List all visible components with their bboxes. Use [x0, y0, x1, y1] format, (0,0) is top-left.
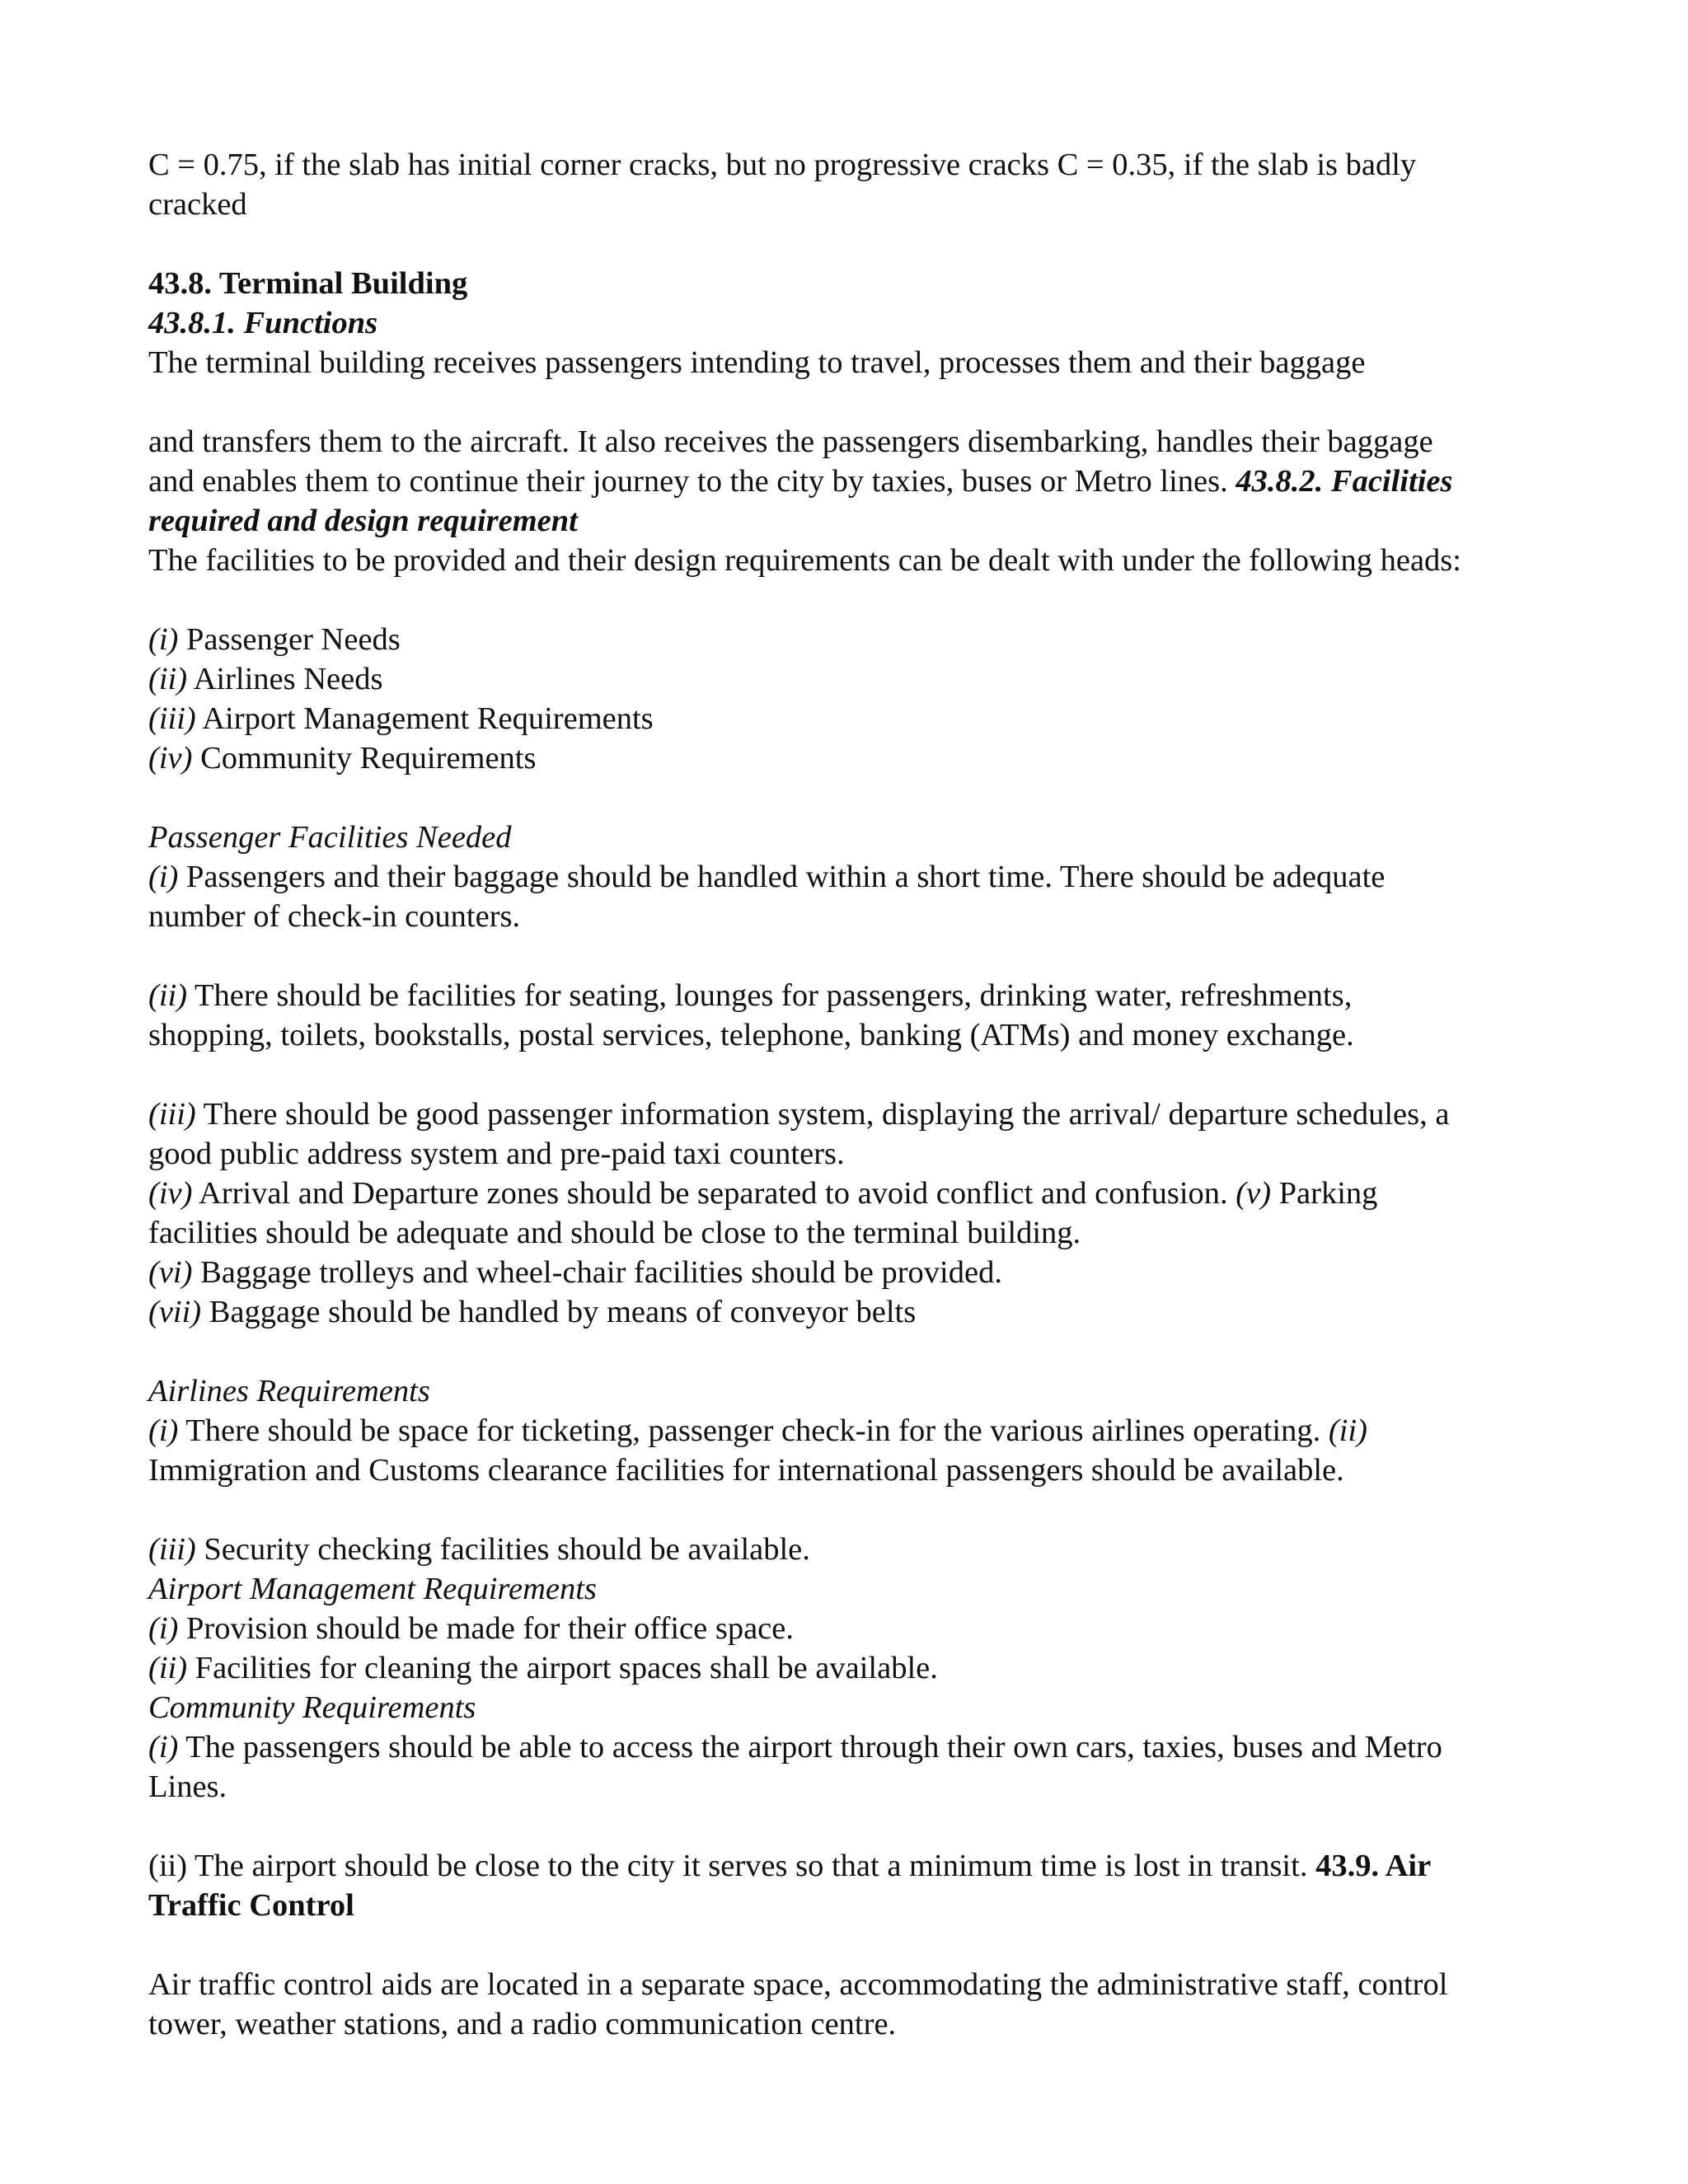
subsection-heading-facilities-cont: required and design requirement	[148, 504, 578, 538]
subsection-heading-functions: 43.8.1. Functions	[148, 306, 378, 340]
passenger-item-v-cont: facilities should be adequate and should be close to the terminal building.	[148, 1216, 1081, 1250]
list-number: (i)	[148, 1611, 179, 1646]
list-text: The passengers should be able to access the airport through their own cars, taxies, buses and Metro	[185, 1730, 1442, 1765]
list-number: (vii)	[148, 1295, 202, 1329]
list-text: Baggage should be handled by means of conveyor belts	[209, 1295, 917, 1329]
list-number: (i)	[148, 1730, 179, 1765]
functions-text-line	[148, 462, 1550, 501]
functions-text-line: and transfers them to the aircraft. It also receives the passengers disembarking, handles their baggage	[148, 424, 1433, 459]
list-text: There should be good passenger information system, displaying the arrival/ departure schedules, a	[203, 1097, 1450, 1132]
spacer	[148, 580, 1550, 620]
list-text: Airlines Needs	[193, 662, 383, 696]
functions-text: and enables them to continue their journey to the city by taxies, buses or Metro lines.	[148, 464, 1228, 499]
list-text: (ii) The airport should be close to the city it serves so that a minimum time is lost in transit.	[148, 1849, 1308, 1883]
spacer	[148, 1807, 1550, 1846]
spacer	[148, 936, 1550, 976]
airlines-item-iii	[148, 1530, 1550, 1569]
list-number: (v)	[1236, 1176, 1272, 1211]
community-item-i-cont: Lines.	[148, 1769, 227, 1804]
list-text: Passengers and their baggage should be handled within a short time. There should be adequate	[185, 860, 1386, 894]
list-number: (ii)	[148, 1651, 188, 1685]
list-number: (iv)	[148, 1176, 193, 1211]
section-heading-terminal-building: 43.8. Terminal Building	[148, 266, 468, 301]
list-text: Security checking facilities should be available.	[204, 1532, 810, 1567]
list-text: Baggage trolleys and wheel-chair facilities should be provided.	[200, 1255, 1002, 1290]
list-text: Arrival and Departure zones should be separated to avoid conflict and confusion.	[198, 1176, 1228, 1211]
spacer	[148, 1490, 1550, 1530]
list-item-airport-management	[148, 699, 1550, 738]
passenger-item-i-cont: number of check-in counters.	[148, 899, 521, 934]
list-number: (ii)	[148, 978, 188, 1013]
passenger-item-iii-cont: good public address system and pre-paid taxi counters.	[148, 1137, 845, 1171]
section-heading-air-traffic-control-cont: Traffic Control	[148, 1888, 354, 1923]
spacer	[148, 224, 1550, 264]
list-text: There should be space for ticketing, passenger check-in for the various airlines operating.	[185, 1413, 1321, 1448]
airport-management-title: Airport Management Requirements	[148, 1572, 597, 1606]
list-item-community	[148, 738, 1550, 778]
atc-text-line: Air traffic control aids are located in a separate space, accommodating the administrative staff, control	[148, 1967, 1448, 2002]
passenger-item-iv	[148, 1174, 1550, 1213]
list-number: (ii)	[1328, 1413, 1367, 1448]
community-item-i	[148, 1727, 1550, 1767]
spacer	[148, 382, 1550, 422]
airlines-requirements-title: Airlines Requirements	[148, 1374, 430, 1408]
spacer	[148, 1055, 1550, 1094]
document-page	[148, 145, 1550, 2044]
list-number: (iii)	[148, 701, 196, 736]
list-number: (ii)	[148, 662, 188, 696]
list-number: (iv)	[148, 741, 193, 776]
list-item-airlines-needs	[148, 659, 1550, 699]
passenger-item-ii	[148, 976, 1550, 1015]
list-number: (vi)	[148, 1255, 193, 1290]
community-requirements-title: Community Requirements	[148, 1690, 476, 1725]
list-text: Airport Management Requirements	[202, 701, 654, 736]
passenger-facilities-title: Passenger Facilities Needed	[148, 820, 512, 855]
list-text: Facilities for cleaning the airport spaces shall be available.	[195, 1651, 938, 1685]
facilities-text-line: The facilities to be provided and their design requirements can be dealt with under the following heads:	[148, 543, 1461, 578]
spacer	[148, 1925, 1550, 1965]
passenger-item-i	[148, 857, 1550, 897]
community-item-ii	[148, 1846, 1550, 1886]
spacer	[148, 1332, 1550, 1371]
list-text: Provision should be made for their office space.	[185, 1611, 794, 1646]
list-text: There should be facilities for seating, lounges for passengers, drinking water, refreshments,	[194, 978, 1353, 1013]
list-text: Passenger Needs	[185, 622, 401, 657]
atc-text-line: tower, weather stations, and a radio communication centre.	[148, 2007, 897, 2041]
passenger-item-ii-cont: shopping, toilets, bookstalls, postal services, telephone, banking (ATMs) and money exchange.	[148, 1018, 1354, 1052]
list-item-passenger-needs	[148, 620, 1550, 659]
management-item-i	[148, 1609, 1550, 1648]
spacer	[148, 778, 1550, 818]
list-number: (iii)	[148, 1532, 196, 1567]
section-heading-air-traffic-control: 43.9. Air	[1315, 1849, 1432, 1883]
list-text: Community Requirements	[200, 741, 537, 776]
list-number: (i)	[148, 860, 179, 894]
passenger-item-vi	[148, 1253, 1550, 1292]
subsection-heading-facilities: 43.8.2. Facilities	[1236, 464, 1453, 499]
list-number: (i)	[148, 622, 179, 657]
slab-text-line: cracked	[148, 187, 247, 222]
passenger-item-iii	[148, 1094, 1550, 1134]
list-number: (iii)	[148, 1097, 196, 1132]
airlines-item-ii-cont: Immigration and Customs clearance facilities for international passengers should be available.	[148, 1453, 1344, 1488]
passenger-item-vii	[148, 1292, 1550, 1332]
list-text: Parking	[1278, 1176, 1378, 1211]
list-number: (i)	[148, 1413, 179, 1448]
functions-text-line: The terminal building receives passengers intending to travel, processes them and their baggage	[148, 345, 1366, 380]
slab-text-line: C = 0.75, if the slab has initial corner cracks, but no progressive cracks C = 0.35, if the slab is badly	[148, 148, 1417, 182]
management-item-ii	[148, 1648, 1550, 1688]
airlines-item-i	[148, 1411, 1550, 1451]
